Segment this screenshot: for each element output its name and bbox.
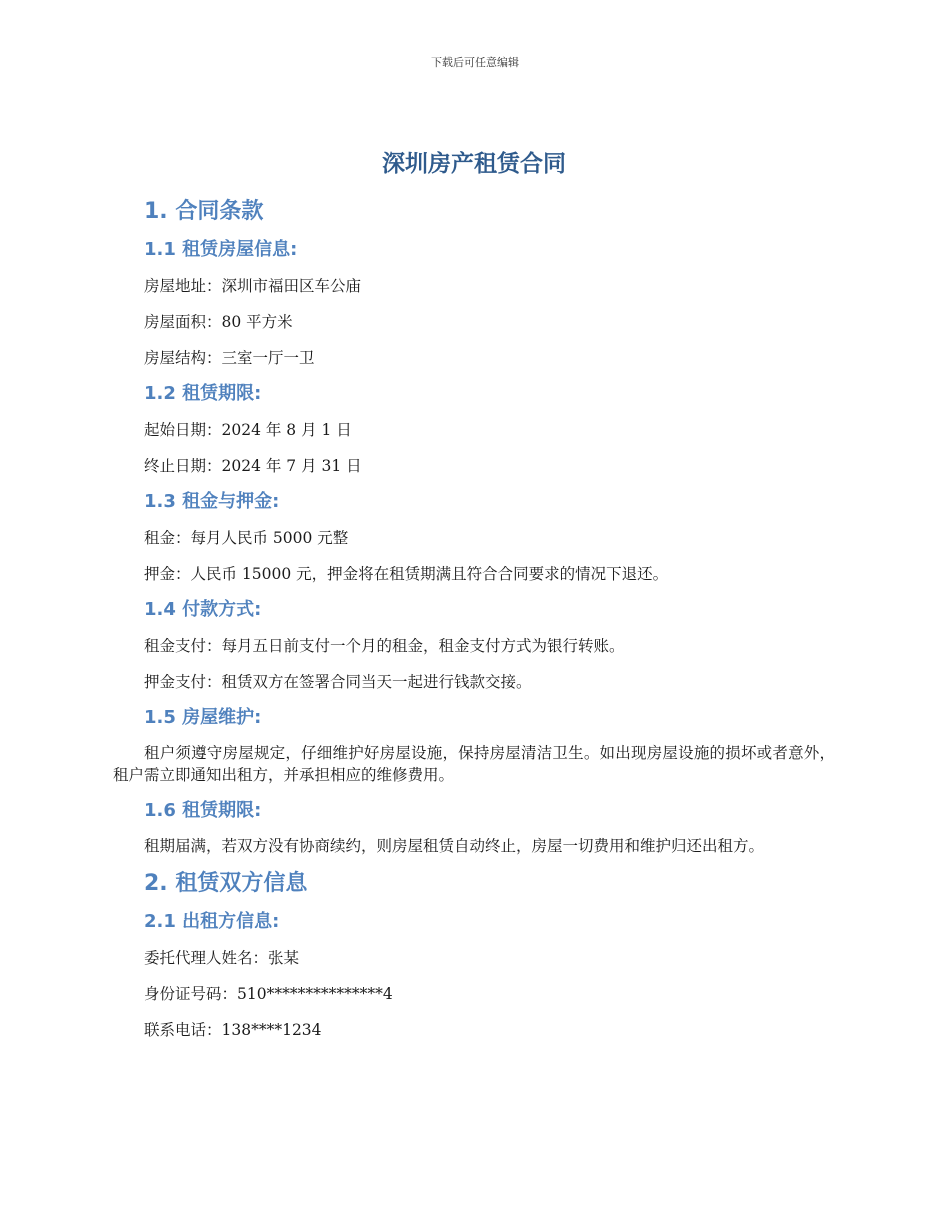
- subsection-heading-payment-method: 1.4 付款方式:: [144, 599, 262, 620]
- termination-paragraph: 租期届满，若双方没有协商续约，则房屋租赁自动终止，房屋一切费用和维护归还出租方。: [144, 837, 765, 855]
- document-body: [113, 146, 835, 1048]
- subsection-heading-lease-term-2: 1.6 租赁期限:: [144, 800, 262, 821]
- section-heading-contract-terms: 1. 合同条款: [144, 199, 264, 224]
- agent-name: 委托代理人姓名：张某: [144, 949, 300, 967]
- id-number: 身份证号码：510***************4: [144, 985, 393, 1003]
- subsection-heading-property-info: 1.1 租赁房屋信息:: [144, 239, 298, 260]
- page-header: 下载后可任意编辑: [431, 56, 519, 69]
- subsection-heading-lease-term: 1.2 租赁期限:: [144, 383, 262, 404]
- rent-amount: 租金：每月人民币 5000 元整: [144, 529, 349, 547]
- rent-payment: 租金支付：每月五日前支付一个月的租金，租金支付方式为银行转账。: [144, 637, 625, 655]
- subsection-heading-lessor-info: 2.1 出租方信息:: [144, 911, 280, 932]
- maintenance-paragraph: 租户须遵守房屋规定，仔细维护好房屋设施，保持房屋清洁卫生。如出现房屋设施的损坏或者意外，租户需立即通知出租方，并承担相应的维修费用。: [113, 744, 835, 784]
- subsection-heading-maintenance: 1.5 房屋维护:: [144, 707, 262, 728]
- subsection-heading-rent-deposit: 1.3 租金与押金:: [144, 491, 280, 512]
- deposit-payment: 押金支付：租赁双方在签署合同当天一起进行钱款交接。: [144, 673, 532, 691]
- section-heading-parties-info: 2. 租赁双方信息: [144, 871, 308, 896]
- property-address: 房屋地址：深圳市福田区车公庙: [144, 277, 362, 295]
- property-area: 房屋面积：80 平方米: [144, 313, 293, 331]
- deposit-amount: 押金：人民币 15000 元，押金将在租赁期满且符合合同要求的情况下退还。: [144, 565, 669, 583]
- end-date: 终止日期：2024 年 7 月 31 日: [144, 457, 362, 475]
- document-title: 深圳房产租赁合同: [382, 151, 566, 177]
- start-date: 起始日期：2024 年 8 月 1 日: [144, 421, 352, 439]
- phone-number: 联系电话：138****1234: [144, 1021, 322, 1039]
- property-layout: 房屋结构：三室一厅一卫: [144, 349, 315, 367]
